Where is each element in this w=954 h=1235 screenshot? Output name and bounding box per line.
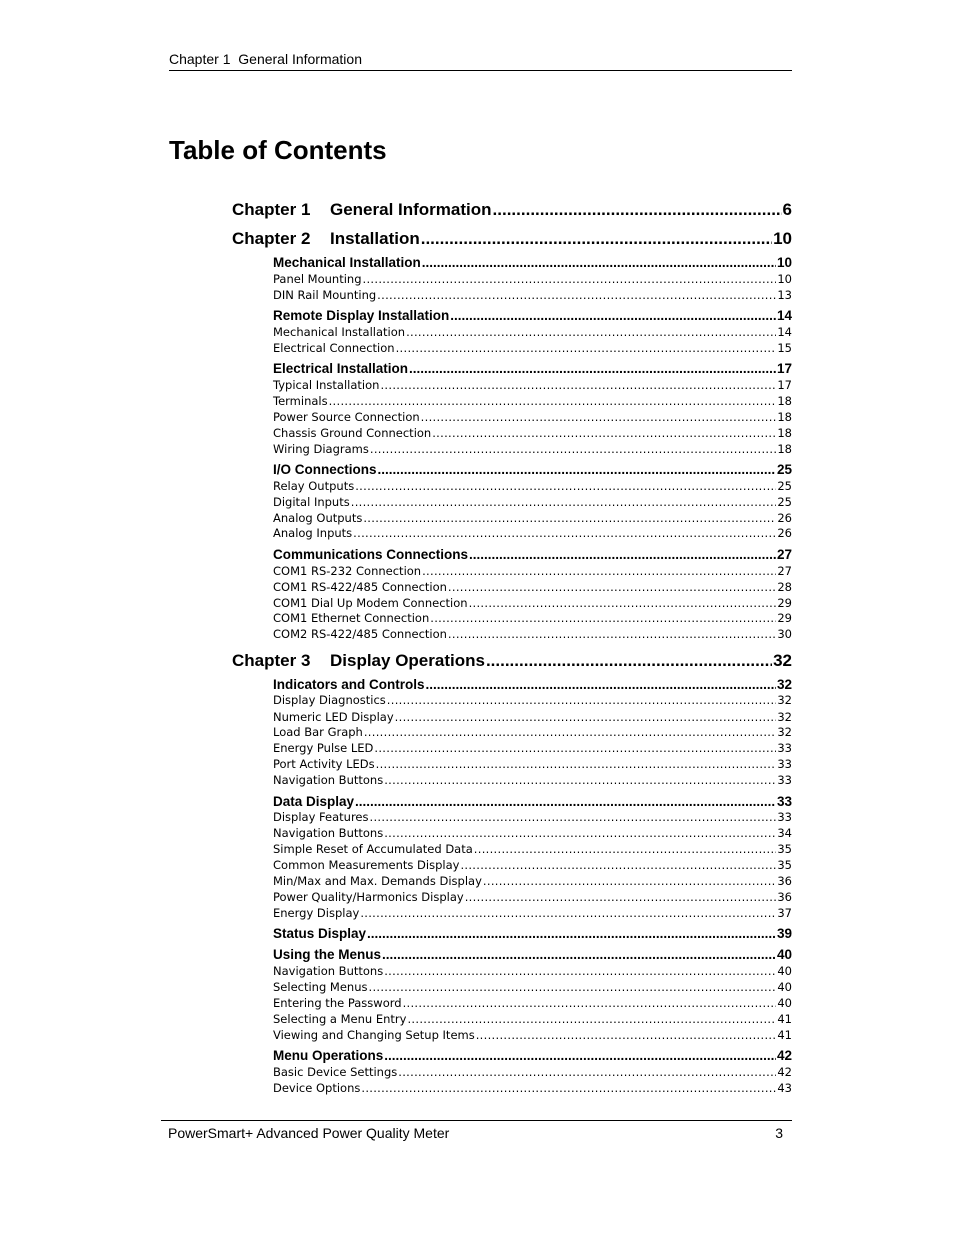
toc-dot-leader xyxy=(450,307,776,324)
toc-entry-sub xyxy=(273,1081,792,1096)
toc-page-number: 18 xyxy=(777,394,792,408)
toc-entry-section xyxy=(273,360,792,377)
toc-entry-label: Menu Operations xyxy=(273,1048,384,1063)
toc-entry-section xyxy=(273,925,792,942)
toc-entry-sub xyxy=(273,325,792,340)
toc-entry-sub xyxy=(273,426,792,441)
toc-chapter-number: Chapter 3 xyxy=(232,651,311,670)
toc-page-number: 27 xyxy=(776,547,792,562)
toc-page-number: 32 xyxy=(777,710,792,724)
toc-entry-label: Power Source Connection xyxy=(273,410,420,424)
toc-entry-label: Digital Inputs xyxy=(273,495,350,509)
toc-entry-label: Simple Reset of Accumulated Data xyxy=(273,842,473,856)
toc-dot-leader xyxy=(422,564,776,579)
toc-dot-leader xyxy=(382,946,776,963)
toc-entry-label: Relay Outputs xyxy=(273,479,355,493)
toc-dot-leader xyxy=(448,627,776,642)
toc-entry-sub xyxy=(273,272,792,287)
toc-dot-leader xyxy=(406,325,776,340)
page-title: Table of Contents xyxy=(169,135,387,165)
toc-entry-sub xyxy=(273,394,792,409)
toc-dot-leader xyxy=(380,378,776,393)
toc-entry-sub xyxy=(273,810,792,825)
toc-entry-label: Selecting a Menu Entry xyxy=(273,1012,407,1026)
toc-entry-label: COM1 Dial Up Modem Connection xyxy=(273,596,468,610)
footer-title: PowerSmart+ Advanced Power Quality Meter xyxy=(168,1125,450,1141)
toc-page-number: 33 xyxy=(776,794,792,809)
toc-entry-sub xyxy=(273,757,792,772)
toc-entry-label: Communications Connections xyxy=(273,547,469,562)
toc-entry-label: Indicators and Controls xyxy=(273,677,425,692)
toc-dot-leader xyxy=(363,272,777,287)
toc-entry-sub xyxy=(273,1012,792,1027)
toc-entry-label: Entering the Password xyxy=(273,996,402,1010)
toc-page-number: 27 xyxy=(777,564,792,578)
toc-page-number: 35 xyxy=(777,858,792,872)
toc-dot-leader xyxy=(395,710,777,725)
toc-entry-label: Min/Max and Max. Demands Display xyxy=(273,874,482,888)
toc-dot-leader xyxy=(376,757,777,772)
toc-entry-sub xyxy=(273,826,792,841)
toc-page-number: 40 xyxy=(777,996,792,1010)
toc-dot-leader xyxy=(465,890,777,905)
toc-page-number: 32 xyxy=(776,677,792,692)
toc-entry-label: COM1 Ethernet Connection xyxy=(273,611,430,625)
toc-page-number: 10 xyxy=(776,255,792,270)
toc-page-number: 10 xyxy=(773,229,792,248)
toc-dot-leader xyxy=(486,650,772,672)
toc-dot-leader xyxy=(422,254,776,271)
toc-page-number: 15 xyxy=(777,341,792,355)
toc-page-number: 13 xyxy=(777,288,792,302)
toc-dot-leader xyxy=(398,1065,776,1080)
running-header-text: Chapter 1 General Information xyxy=(169,51,362,67)
toc-page-number: 40 xyxy=(777,964,792,978)
toc-entry-section xyxy=(273,461,792,478)
toc-dot-leader xyxy=(493,199,782,221)
toc-dot-leader xyxy=(378,461,776,478)
toc-chapter-number: Chapter 1 xyxy=(232,200,311,219)
toc-page-number: 25 xyxy=(776,462,792,477)
toc-entry-label: Using the Menus xyxy=(273,947,382,962)
toc-entry-label: Mechanical Installation xyxy=(273,325,406,339)
toc-entry-label: Status Display xyxy=(273,926,367,941)
toc-page-number: 14 xyxy=(777,325,792,339)
toc-entry-sub xyxy=(273,341,792,356)
toc-entry-sub xyxy=(273,288,792,303)
toc-entry-label: Wiring Diagrams xyxy=(273,442,369,456)
toc-entry-sub xyxy=(273,611,792,626)
toc-entry-label: COM1 RS-232 Connection xyxy=(273,564,422,578)
toc-entry-label: Numeric LED Display xyxy=(273,710,394,724)
toc-entry-sub xyxy=(273,1065,792,1080)
toc-entry-label: Display Features xyxy=(273,810,369,824)
toc-page-number: 25 xyxy=(777,495,792,509)
toc-chapter-title: Display Operations xyxy=(330,651,485,670)
toc-entry-label xyxy=(232,228,420,250)
toc-entry-label: Chassis Ground Connection xyxy=(273,426,432,440)
toc-entry-label: Selecting Menus xyxy=(273,980,368,994)
toc-entry-label: Navigation Buttons xyxy=(273,826,384,840)
toc-entry-label: Basic Device Settings xyxy=(273,1065,398,1079)
toc-dot-leader xyxy=(368,980,776,995)
toc-page-number: 43 xyxy=(777,1081,792,1095)
toc-dot-leader xyxy=(474,842,777,857)
toc-dot-leader xyxy=(361,1081,776,1096)
toc-entry-sub xyxy=(273,741,792,756)
toc-page-number: 29 xyxy=(777,596,792,610)
toc-entry-sub xyxy=(273,596,792,611)
toc-dot-leader xyxy=(374,741,776,756)
toc-entry-sub xyxy=(273,410,792,425)
toc-page-number: 33 xyxy=(777,741,792,755)
toc-dot-leader xyxy=(469,596,777,611)
toc-entry-sub xyxy=(273,773,792,788)
toc-entry-sub xyxy=(273,479,792,494)
toc-entry-section xyxy=(273,307,792,324)
toc-entry-sub xyxy=(273,580,792,595)
toc-dot-leader xyxy=(421,410,777,425)
toc-entry-sub xyxy=(273,906,792,921)
toc-entry-sub xyxy=(273,627,792,642)
toc-entry-label xyxy=(232,650,485,672)
toc-dot-leader xyxy=(351,495,777,510)
toc-entry-section xyxy=(273,676,792,693)
toc-entry-section xyxy=(273,793,792,810)
toc-dot-leader xyxy=(426,676,776,693)
toc-entry-sub xyxy=(273,890,792,905)
toc-page-number: 33 xyxy=(777,810,792,824)
toc-dot-leader xyxy=(387,693,777,708)
toc-entry-sub xyxy=(273,526,792,541)
toc-page-number: 34 xyxy=(777,826,792,840)
toc-entry-label: Power Quality/Harmonics Display xyxy=(273,890,464,904)
toc-dot-leader xyxy=(384,826,776,841)
toc-entry-sub xyxy=(273,874,792,889)
toc-entry-section xyxy=(273,1047,792,1064)
toc-entry-label: Typical Installation xyxy=(273,378,380,392)
toc-entry-label: Remote Display Installation xyxy=(273,308,450,323)
toc-page-number: 30 xyxy=(777,627,792,641)
toc-dot-leader xyxy=(377,288,776,303)
toc-entry-label: Navigation Buttons xyxy=(273,773,384,787)
toc-page-number: 39 xyxy=(776,926,792,941)
toc-entry-label: Device Options xyxy=(273,1081,361,1095)
toc-page-number: 36 xyxy=(777,874,792,888)
toc-page-number: 6 xyxy=(782,200,792,219)
toc-page-number: 33 xyxy=(777,757,792,771)
toc-page-number: 32 xyxy=(777,725,792,739)
toc-dot-leader xyxy=(432,426,776,441)
toc-page-number: 37 xyxy=(777,906,792,920)
toc-entry-label xyxy=(232,199,492,221)
toc-entry-chapter xyxy=(232,228,792,250)
toc-entry-label: Load Bar Graph xyxy=(273,725,363,739)
toc-page-number: 28 xyxy=(777,580,792,594)
toc-page-number: 29 xyxy=(777,611,792,625)
toc-entry-sub xyxy=(273,858,792,873)
toc-page-number: 10 xyxy=(777,272,792,286)
toc-page-number: 26 xyxy=(777,526,792,540)
toc-page-number: 41 xyxy=(777,1012,792,1026)
toc-page-number: 17 xyxy=(777,378,792,392)
toc-entry-sub xyxy=(273,964,792,979)
toc-chapter-number: Chapter 2 xyxy=(232,229,311,248)
toc-page-number: 17 xyxy=(776,361,792,376)
toc-entry-sub xyxy=(273,1028,792,1043)
running-footer xyxy=(161,1120,792,1141)
toc-entry-sub xyxy=(273,842,792,857)
toc-entry-section xyxy=(273,546,792,563)
toc-entry-sub xyxy=(273,378,792,393)
toc-entry-sub xyxy=(273,996,792,1011)
toc-entry-sub xyxy=(273,693,792,708)
toc-entry-label: Electrical Connection xyxy=(273,341,395,355)
toc-entry-section xyxy=(273,254,792,271)
toc-entry-label: Electrical Installation xyxy=(273,361,409,376)
toc-dot-leader xyxy=(355,479,776,494)
toc-entry-label: Navigation Buttons xyxy=(273,964,384,978)
toc-dot-leader xyxy=(469,546,776,563)
toc-dot-leader xyxy=(384,773,776,788)
toc-entry-label: COM2 RS-422/485 Connection xyxy=(273,627,447,641)
toc-entry-label: Analog Outputs xyxy=(273,511,363,525)
toc-dot-leader xyxy=(460,858,776,873)
toc-entry-label: Energy Display xyxy=(273,906,360,920)
toc-dot-leader xyxy=(364,725,777,740)
toc-entry-label: Common Measurements Display xyxy=(273,858,460,872)
toc-dot-leader xyxy=(367,925,776,942)
page-number: 3 xyxy=(775,1125,783,1141)
toc-page-number: 26 xyxy=(777,511,792,525)
toc-dot-leader xyxy=(384,1047,776,1064)
toc-dot-leader xyxy=(353,526,776,541)
toc-entry-sub xyxy=(273,564,792,579)
toc-entry-label: Terminals xyxy=(273,394,328,408)
toc-page-number: 36 xyxy=(777,890,792,904)
toc-entry-label: Data Display xyxy=(273,794,355,809)
toc-dot-leader xyxy=(430,611,776,626)
toc-page-number: 35 xyxy=(777,842,792,856)
toc-dot-leader xyxy=(384,964,776,979)
toc-page-number: 25 xyxy=(777,479,792,493)
toc-page-number: 14 xyxy=(776,308,792,323)
toc-page-number: 18 xyxy=(777,410,792,424)
toc-entry-sub xyxy=(273,495,792,510)
toc-entry-label: Viewing and Changing Setup Items xyxy=(273,1028,475,1042)
toc-page-number: 42 xyxy=(776,1048,792,1063)
toc-page-number: 32 xyxy=(777,693,792,707)
toc-entry-label: Port Activity LEDs xyxy=(273,757,375,771)
toc-page-number: 33 xyxy=(777,773,792,787)
toc-entry-label: DIN Rail Mounting xyxy=(273,288,377,302)
toc-dot-leader xyxy=(355,793,776,810)
toc-entry-sub xyxy=(273,442,792,457)
toc-dot-leader xyxy=(396,341,777,356)
toc-dot-leader xyxy=(476,1028,777,1043)
toc-dot-leader xyxy=(448,580,776,595)
toc-entry-label: Display Diagnostics xyxy=(273,693,386,707)
toc-page-number: 32 xyxy=(773,651,792,670)
toc-entry-sub xyxy=(273,710,792,725)
toc-entry-sub xyxy=(273,725,792,740)
toc-page-number: 42 xyxy=(777,1065,792,1079)
toc-dot-leader xyxy=(329,394,777,409)
toc-entry-sub xyxy=(273,511,792,526)
toc-dot-leader xyxy=(483,874,776,889)
toc-entry-label: COM1 RS-422/485 Connection xyxy=(273,580,447,594)
toc-dot-leader xyxy=(403,996,777,1011)
toc-page-number: 18 xyxy=(777,426,792,440)
toc-dot-leader xyxy=(407,1012,776,1027)
toc-entry-chapter xyxy=(232,650,792,672)
toc-chapter-title: General Information xyxy=(330,200,492,219)
toc-dot-leader xyxy=(409,360,776,377)
toc-entry-sub xyxy=(273,980,792,995)
toc-chapter-title: Installation xyxy=(330,229,420,248)
toc-entry-label: Panel Mounting xyxy=(273,272,362,286)
toc-dot-leader xyxy=(370,810,777,825)
toc-page-number: 40 xyxy=(776,947,792,962)
toc-page-number: 40 xyxy=(777,980,792,994)
toc-page-number: 41 xyxy=(777,1028,792,1042)
toc-entry-chapter xyxy=(232,199,792,221)
toc-entry-label: I/O Connections xyxy=(273,462,377,477)
toc-dot-leader xyxy=(370,442,777,457)
toc-entry-label: Analog Inputs xyxy=(273,526,353,540)
toc-entry-label: Mechanical Installation xyxy=(273,255,421,270)
toc-page-number: 18 xyxy=(777,442,792,456)
toc-entry-section xyxy=(273,946,792,963)
toc-dot-leader xyxy=(363,511,776,526)
toc-dot-leader xyxy=(421,228,772,250)
toc-dot-leader xyxy=(360,906,776,921)
toc-entry-label: Energy Pulse LED xyxy=(273,741,374,755)
